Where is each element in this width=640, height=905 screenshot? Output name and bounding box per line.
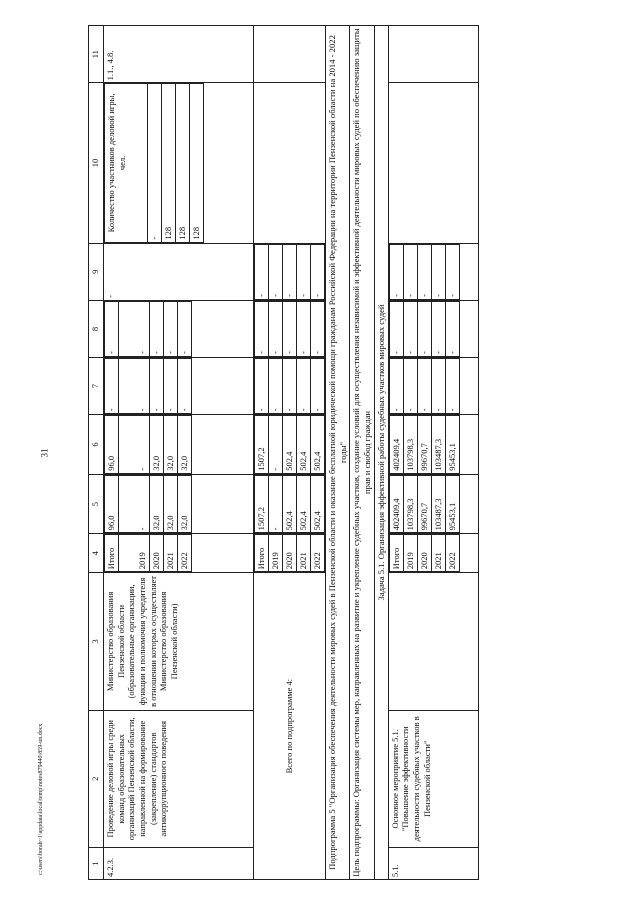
cell: 103487,3 (431, 475, 445, 533)
indicator-value: 128 (190, 84, 204, 242)
cell: - (255, 301, 269, 356)
cell: 32,0 (150, 475, 164, 533)
cell: - (417, 301, 431, 356)
indicator-value: - (148, 84, 162, 242)
cell: 502,4 (297, 475, 311, 533)
cell: - (105, 359, 119, 414)
year: 2020 (150, 535, 164, 572)
cell: - (255, 359, 269, 414)
cell: 95453,1 (445, 475, 459, 533)
col9-values (254, 244, 325, 300)
year: 2022 (311, 535, 325, 572)
col-header: 3 (89, 573, 104, 710)
cell: 103798,3 (403, 475, 417, 533)
table-row (104, 26, 254, 880)
activity-name: Основное мероприятие 5.1. "Повышение эффективности деятельности судебных участков в Пензенской области" (388, 710, 478, 847)
cell: 103487,3 (431, 416, 445, 474)
cell: 96,0 (105, 475, 119, 533)
year: 2022 (178, 535, 192, 572)
cell: - (311, 359, 325, 414)
col-header: 1 (89, 847, 104, 879)
executor: Министерство образования Пензенской области (образовательные организации, функции и полномочия учредителя в отношении которых осуществляет Министерство образования Пензенской области) (104, 573, 254, 710)
col-header: 11 (89, 26, 104, 83)
activity-name: Проведение деловой игры среди команд образовательных организаций Пензенской области, направленной на формирование (закрепление) стандартов антикоррупционного поведения (104, 710, 254, 847)
year: Итого (105, 535, 119, 572)
col7-values (254, 358, 325, 414)
col-header: 2 (89, 710, 104, 847)
year: 2019 (269, 535, 283, 572)
year: 2021 (431, 535, 445, 572)
cell: - (105, 301, 119, 356)
cell: - (283, 359, 297, 414)
cell: 502,4 (297, 416, 311, 474)
cell: - (150, 301, 164, 356)
row-number: 4.2.3. (104, 847, 254, 879)
page-number: 31 (39, 448, 50, 458)
cell: - (119, 359, 150, 414)
cell: 99670,7 (417, 475, 431, 533)
col-header: 10 (89, 83, 104, 243)
footer-file-path: c:\users\borah~1\appdata\local\temp\notes879440\859-un.docx (38, 723, 44, 875)
year: 2021 (164, 535, 178, 572)
cell: 103798,3 (403, 416, 417, 474)
cell: - (269, 475, 283, 533)
cell: - (403, 359, 417, 414)
cell: - (119, 416, 150, 474)
cell: 502,4 (283, 416, 297, 474)
row-number: 5.1. (388, 847, 478, 879)
years-col (104, 534, 192, 572)
col-header: 5 (89, 474, 104, 534)
col-header: 7 (89, 358, 104, 415)
indicator-value: 128 (162, 84, 176, 242)
cell: - (269, 416, 283, 474)
col7-values (104, 358, 192, 414)
year: 2022 (445, 535, 459, 572)
cell: - (283, 244, 297, 299)
table-row (254, 26, 326, 880)
cell: 32,0 (164, 475, 178, 533)
cell: 99670,7 (417, 416, 431, 474)
cell: - (297, 359, 311, 414)
cell: - (403, 301, 417, 356)
cell: - (178, 301, 192, 356)
col8-values (254, 301, 325, 357)
cell: - (445, 301, 459, 356)
col-header: 4 (89, 534, 104, 573)
years-col (389, 534, 460, 572)
cell: - (431, 359, 445, 414)
col9-values (389, 244, 460, 300)
subprogram-title: Подпрограмма 5 "Организация обеспечения деятельности мировых судей в Пензенской области и оказание бесплатной юридической помощи гражданам Российской Федерации на территории Пензенской области на 2014 - 2022 годы" (326, 26, 350, 880)
col5-values (254, 475, 325, 534)
cell: - (178, 359, 192, 414)
table-row (388, 26, 478, 880)
cell: 502,4 (311, 416, 325, 474)
cell: 1507,2 (255, 475, 269, 533)
cell: - (417, 244, 431, 299)
cell: - (417, 359, 431, 414)
cell: - (389, 244, 403, 299)
cell: 502,4 (283, 475, 297, 533)
col7-values (389, 358, 460, 414)
rotated-table-sheet (88, 25, 618, 880)
cell: 402409,4 (389, 416, 403, 474)
cell: - (119, 475, 150, 533)
cell: - (311, 301, 325, 356)
cell: 32,0 (178, 475, 192, 533)
task-title: Задача 5.1. Организация эффективной работы судебных участков мировых судей (374, 26, 388, 880)
cell: 402409,4 (389, 475, 403, 533)
year: 2021 (297, 535, 311, 572)
cell: - (164, 359, 178, 414)
indicator-col (104, 83, 204, 242)
year: Итого (255, 535, 269, 572)
task-row (374, 26, 388, 880)
column-number-row (89, 26, 104, 880)
cell: - (431, 301, 445, 356)
subprogram-goal: Цель подпрограммы: Организация системы мер, направленных на развитие и укрепление судебных участков, создание условий для осуществления независимой и эффективной деятельности мировых судей по обеспечению защиты прав и свобод граждан (350, 26, 374, 880)
cell: - (150, 359, 164, 414)
col8-values (104, 301, 192, 357)
cell: - (269, 244, 283, 299)
cell: - (431, 244, 445, 299)
col-header: 8 (89, 300, 104, 357)
indicator-value: 128 (176, 84, 190, 242)
subprogram-goal-row (350, 26, 374, 880)
cell: - (269, 359, 283, 414)
cell: - (297, 301, 311, 356)
cell: - (255, 244, 269, 299)
cell: - (269, 301, 283, 356)
years-col (254, 534, 325, 572)
col5-values (104, 475, 192, 534)
cell: 95453,1 (445, 416, 459, 474)
cell: - (445, 244, 459, 299)
col6-values (389, 415, 460, 474)
cell: - (119, 301, 150, 356)
cell: - (311, 244, 325, 299)
subtotal-label: Всего по подпрограмме 4: (254, 573, 326, 880)
col6-values (104, 415, 192, 474)
cell: 32,0 (150, 416, 164, 474)
year: Итого (389, 535, 403, 572)
cell: - (389, 301, 403, 356)
year: 2019 (119, 535, 150, 572)
cell: 1507,2 (255, 416, 269, 474)
col8-values (389, 301, 460, 357)
cell: - (445, 359, 459, 414)
cell: - (297, 244, 311, 299)
cell: 32,0 (164, 416, 178, 474)
cell: 32,0 (178, 416, 192, 474)
year: 2019 (403, 535, 417, 572)
year: 2020 (283, 535, 297, 572)
program-table (88, 25, 479, 880)
cell: - (403, 244, 417, 299)
col-header: 6 (89, 415, 104, 475)
year: 2020 (417, 535, 431, 572)
cell: - (104, 243, 254, 300)
cell: 96,0 (105, 416, 119, 474)
indicator-name: Количество участников деловой игры, чел. (105, 84, 148, 242)
cell: - (164, 301, 178, 356)
cell: - (283, 301, 297, 356)
col-header: 9 (89, 243, 104, 300)
cell: 502,4 (311, 475, 325, 533)
cell: - (389, 359, 403, 414)
col6-values (254, 415, 325, 474)
col5-values (389, 475, 460, 534)
cell: 1.1., 4.8. (104, 26, 254, 83)
subprogram-title-row (326, 26, 350, 880)
